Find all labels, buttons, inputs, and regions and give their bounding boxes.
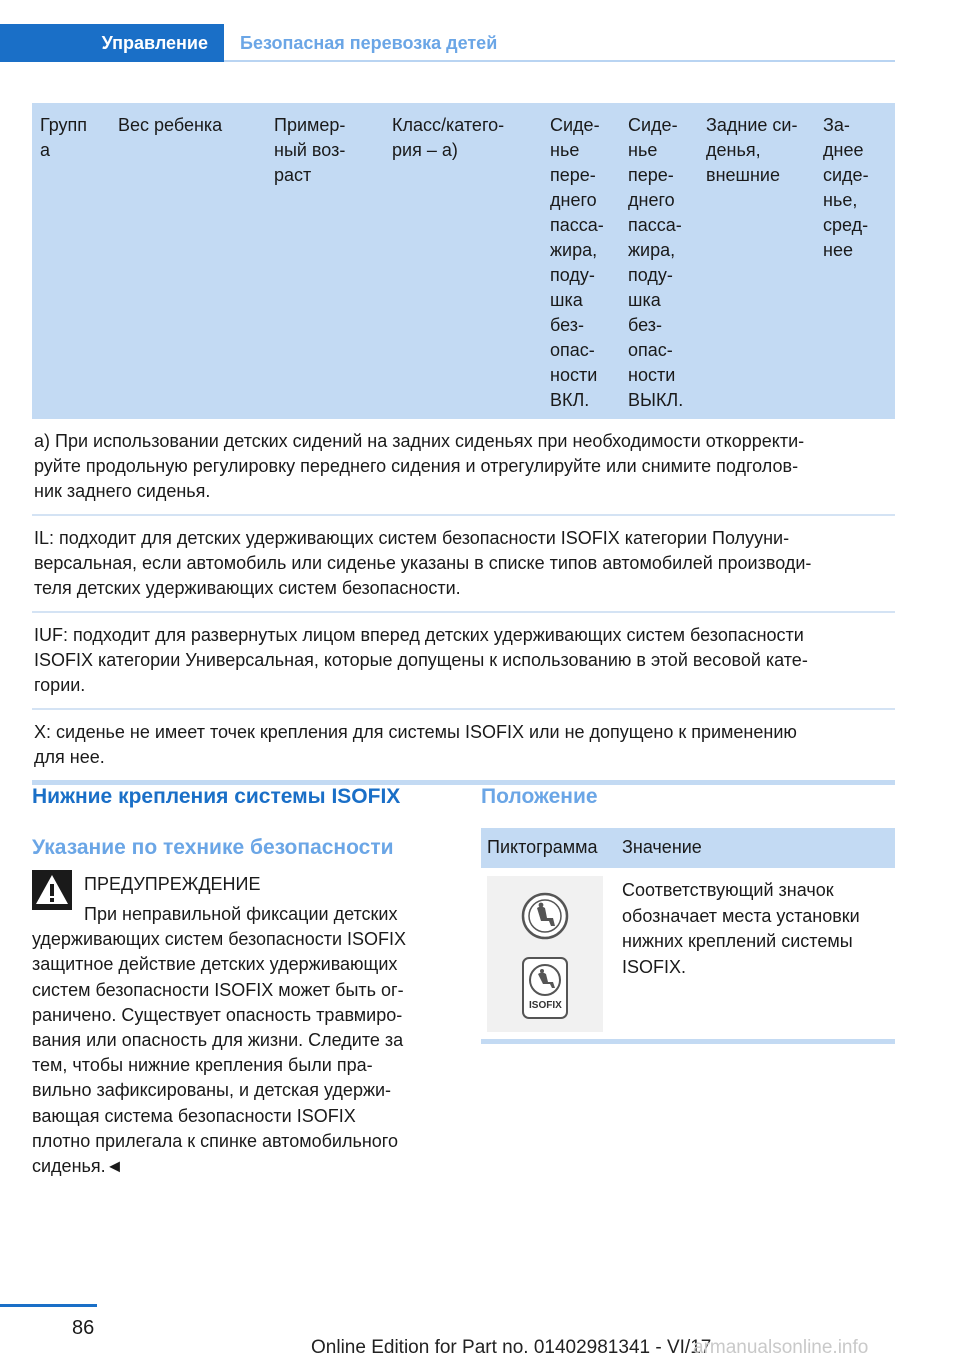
warning-text <box>32 902 448 1179</box>
text-line: вильно зафиксированы, и детская удержи- <box>32 1080 392 1101</box>
header-group <box>40 113 87 163</box>
text-line: гории. <box>34 675 86 695</box>
text-line: рия – a) <box>392 140 458 160</box>
text-line: систем безопасности ISOFIX может быть ог- <box>32 979 404 1000</box>
text-line: За- <box>823 115 850 135</box>
text-line: Групп <box>40 115 88 135</box>
text-line: сред- <box>823 215 869 235</box>
text-line: сиденья.◄ <box>32 1156 124 1177</box>
text-line: ник заднего сиденья. <box>34 481 211 501</box>
safety-subheading: Указание по технике безопасности <box>32 836 394 859</box>
header-weight <box>118 113 222 138</box>
text-line: поду- <box>628 265 673 285</box>
header-age <box>274 113 345 188</box>
text-line: IUF: подходит для развернутых лицом вперед детских удерживающих систем безопасности <box>34 625 804 645</box>
text-line: днего <box>550 190 597 210</box>
pictogram-table <box>481 828 895 1044</box>
text-line: без- <box>628 315 662 335</box>
text-line: пасса- <box>550 215 604 235</box>
text-line: вания или опасность для жизни. Следите за <box>32 1030 404 1051</box>
text-line: плотно прилегала к спинке автомобильного <box>32 1130 398 1151</box>
header-front-on <box>550 113 604 413</box>
text-line: для нее. <box>34 747 105 767</box>
text-line: денья, <box>706 140 761 160</box>
text-line: Пример- <box>274 115 346 135</box>
text-line: ISOFIX. <box>622 956 687 977</box>
table-note-x <box>32 710 895 785</box>
text-line: ВЫКЛ. <box>628 390 684 410</box>
page-number: 86 <box>72 1317 95 1339</box>
text-line: Класс/катего- <box>392 115 505 135</box>
col-meaning: Значение <box>622 837 702 857</box>
text-line: внешние <box>706 165 780 185</box>
header-rear-outer <box>706 113 797 188</box>
text-line: удерживающих систем безопасности ISOFIX <box>32 929 407 950</box>
col-pictogram: Пиктограмма <box>487 837 598 857</box>
text-line: ности <box>550 365 598 385</box>
text-line: Сиде- <box>628 115 678 135</box>
pictogram-image <box>487 876 603 1032</box>
text-line: днего <box>628 190 675 210</box>
table-note-a <box>32 419 895 516</box>
footer-rule <box>0 1304 97 1307</box>
text-line: Соответствующий значок <box>622 880 834 900</box>
text-line: X: сиденье не имеет точек крепления для системы ISOFIX или не допущено к применению <box>34 722 797 742</box>
text-line: Вес ребенка <box>118 115 223 135</box>
text-line: днее <box>823 140 864 160</box>
warning-title: ПРЕДУПРЕЖДЕНИЕ <box>84 874 261 894</box>
pictogram-row <box>481 868 895 1044</box>
isofix-heading: Нижние крепления системы ISOFIX <box>32 785 401 808</box>
isofix-icon-label: ISOFIX <box>529 1000 562 1011</box>
text-line: IL: подходит для детских удерживающих систем безопасности ISOFIX категории Полууни- <box>34 528 790 548</box>
text-line: а <box>40 140 51 160</box>
header-class <box>392 113 504 163</box>
text-line: теля детских удерживающих систем безопасности. <box>34 578 461 598</box>
text-line: ности <box>628 365 676 385</box>
pictogram-meaning <box>622 878 892 980</box>
text-line: опас- <box>550 340 595 360</box>
watermark: armanualsonline.info <box>693 1337 869 1358</box>
text-line: нье <box>628 140 658 160</box>
text-line: пере- <box>628 165 674 185</box>
text-line: жира, <box>550 240 598 260</box>
child-seat-table <box>32 103 895 785</box>
table-note-il <box>32 516 895 613</box>
text-line: шка <box>628 290 661 310</box>
text-line: При неправильной фиксации детских <box>84 904 398 924</box>
text-line: a) При использовании детских сидений на задних сиденьях при необходимости откорректи- <box>34 431 805 451</box>
text-line: сиде- <box>823 165 869 185</box>
text-line: раст <box>274 165 312 185</box>
text-line: опас- <box>628 340 673 360</box>
text-line: защитное действие детских удерживающих <box>32 954 398 975</box>
text-line: тем, чтобы нижние крепления были пра- <box>32 1055 373 1076</box>
text-line: поду- <box>550 265 595 285</box>
text-line: нье, <box>823 190 858 210</box>
text-line: шка <box>550 290 583 310</box>
header-rule <box>224 60 895 62</box>
text-line: Сиде- <box>550 115 600 135</box>
table-header-row <box>32 103 895 419</box>
text-line: пасса- <box>628 215 682 235</box>
text-line: без- <box>550 315 584 335</box>
text-line: нее <box>823 240 853 260</box>
text-line: ISOFIX категории Универсальная, которые допущены к использованию в этой весовой кате- <box>34 650 808 670</box>
edition-info: Online Edition for Part no. 01402981341 - VI/17 <box>311 1337 712 1358</box>
section-tab[interactable]: Управление <box>0 24 224 62</box>
text-line: пере- <box>550 165 596 185</box>
text-line: ВКЛ. <box>550 390 590 410</box>
position-heading: Положение <box>481 785 598 808</box>
text-line: обозначает места установки <box>622 905 860 926</box>
page-header <box>0 24 895 62</box>
text-line: нье <box>550 140 580 160</box>
text-line: руйте продольную регулировку переднего сидения и отрегулируйте или снимите подголов- <box>34 456 799 476</box>
text-line: жира, <box>628 240 676 260</box>
chapter-title[interactable]: Безопасная перевозка детей <box>240 32 498 53</box>
header-front-off <box>628 113 683 413</box>
pictogram-table-header <box>481 828 895 868</box>
text-line: раничено. Существует опасность травмиро- <box>32 1004 403 1025</box>
header-rear-center <box>823 113 869 263</box>
table-note-iuf <box>32 613 895 710</box>
text-line: версальная, если автомобиль или сиденье указаны в списке типов автомобилей производи- <box>34 553 812 573</box>
text-line: ный воз- <box>274 140 346 160</box>
text-line: нижних креплений системы <box>622 931 853 951</box>
text-line: вающая система безопасности ISOFIX <box>32 1105 356 1126</box>
text-line: Задние си- <box>706 115 798 135</box>
